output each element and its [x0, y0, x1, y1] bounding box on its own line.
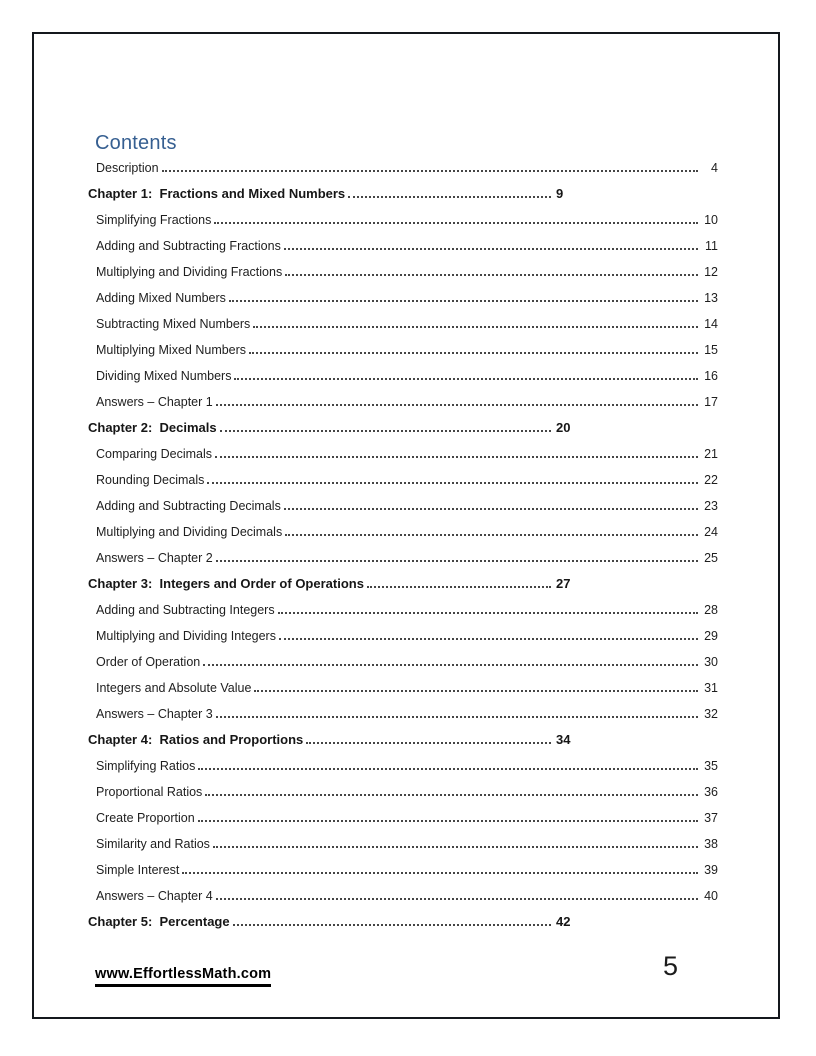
toc-dot-leader	[216, 716, 698, 718]
toc-entry[interactable]	[96, 312, 718, 338]
footer-page-number: 5	[663, 951, 679, 981]
toc-dot-leader	[182, 872, 698, 874]
toc-dot-leader	[279, 638, 698, 640]
toc-entry-page: 23	[704, 499, 718, 513]
toc-entry-label: Dividing Mixed Numbers	[96, 369, 232, 383]
toc-entry-page: 14	[704, 317, 718, 331]
toc-entry-label: Create Proportion	[96, 811, 195, 825]
toc-entry[interactable]	[88, 416, 580, 442]
toc-entry-label: Subtracting Mixed Numbers	[96, 317, 251, 331]
toc-entry-page: 40	[704, 889, 718, 903]
toc-entry[interactable]	[96, 858, 718, 884]
toc-entry[interactable]	[96, 234, 718, 260]
toc-entry-label: Chapter 5: Percentage	[88, 914, 230, 929]
toc-dot-leader	[306, 742, 551, 744]
toc-entry-page: 39	[704, 863, 718, 877]
toc-entry[interactable]	[96, 624, 718, 650]
toc-entry-page: 16	[704, 369, 718, 383]
toc-dot-leader	[285, 274, 698, 276]
toc-entry-label: Description	[96, 161, 159, 175]
toc-entry-label: Simplifying Ratios	[96, 759, 196, 773]
toc-entry-label: Answers – Chapter 1	[96, 395, 213, 409]
toc-entry[interactable]	[96, 520, 718, 546]
toc-dot-leader	[254, 690, 698, 692]
toc-entry[interactable]	[96, 806, 718, 832]
toc-entry-label: Adding and Subtracting Fractions	[96, 239, 281, 253]
toc-entry-page: 28	[704, 603, 718, 617]
toc-entry-page: 31	[704, 681, 718, 695]
toc-dot-leader	[207, 482, 698, 484]
toc-dot-leader	[213, 846, 698, 848]
toc-entry[interactable]	[96, 338, 718, 364]
toc-entry[interactable]	[96, 364, 718, 390]
toc-entry-label: Similarity and Ratios	[96, 837, 210, 851]
toc-entry-label: Adding and Subtracting Decimals	[96, 499, 281, 513]
toc-entry-label: Multiplying Mixed Numbers	[96, 343, 247, 357]
toc-entry-page: 10	[704, 213, 718, 227]
toc-entry[interactable]	[96, 468, 718, 494]
toc-entry-page: 12	[704, 265, 718, 279]
toc-dot-leader	[234, 378, 698, 380]
toc-entry-label: Chapter 3: Integers and Order of Operations	[88, 576, 364, 591]
toc-entry[interactable]	[96, 754, 718, 780]
toc-dot-leader	[198, 820, 698, 822]
toc-entry-page: 25	[704, 551, 718, 565]
toc-entry-page: 29	[704, 629, 718, 643]
toc-entry-page: 38	[704, 837, 718, 851]
toc-entry[interactable]	[96, 260, 718, 286]
toc-entry-page: 37	[704, 811, 718, 825]
toc-entry[interactable]	[96, 832, 718, 858]
page-title: Contents	[95, 132, 177, 154]
toc-entry-label: Adding and Subtracting Integers	[96, 603, 275, 617]
toc-list	[88, 156, 718, 936]
toc-entry-page: 11	[705, 239, 718, 253]
toc-entry-label: Multiplying and Dividing Integers	[96, 629, 276, 643]
toc-entry-page: 30	[704, 655, 718, 669]
toc-entry[interactable]	[88, 910, 580, 936]
toc-entry-page: 35	[704, 759, 718, 773]
toc-entry[interactable]	[88, 572, 580, 598]
toc-entry[interactable]	[96, 286, 718, 312]
toc-dot-leader	[215, 456, 698, 458]
toc-dot-leader	[216, 560, 698, 562]
toc-entry-page: 17	[704, 395, 718, 409]
toc-entry-label: Simple Interest	[96, 863, 180, 877]
toc-entry-label: Answers – Chapter 3	[96, 707, 213, 721]
toc-dot-leader	[285, 534, 698, 536]
toc-entry[interactable]	[96, 494, 718, 520]
toc-entry[interactable]	[96, 208, 718, 234]
toc-entry[interactable]	[96, 884, 718, 910]
toc-entry[interactable]	[96, 702, 718, 728]
toc-entry-label: Rounding Decimals	[96, 473, 205, 487]
toc-entry-label: Multiplying and Dividing Decimals	[96, 525, 283, 539]
toc-entry-page: 24	[704, 525, 718, 539]
toc-entry-page: 27	[556, 576, 571, 591]
toc-entry[interactable]	[96, 546, 718, 572]
toc-entry[interactable]	[88, 728, 580, 754]
toc-dot-leader	[214, 222, 698, 224]
toc-entry-page: 21	[704, 447, 718, 461]
toc-dot-leader	[205, 794, 698, 796]
footer-website-link[interactable]: www.EffortlessMath.com	[95, 966, 271, 987]
toc-dot-leader	[216, 404, 698, 406]
toc-dot-leader	[203, 664, 698, 666]
toc-dot-leader	[278, 612, 698, 614]
toc-entry[interactable]	[96, 442, 718, 468]
toc-entry-label: Proportional Ratios	[96, 785, 203, 799]
toc-dot-leader	[253, 326, 698, 328]
toc-entry-label: Integers and Absolute Value	[96, 681, 252, 695]
toc-entry-page: 36	[704, 785, 718, 799]
toc-dot-leader	[220, 430, 551, 432]
toc-dot-leader	[348, 196, 551, 198]
toc-entry-label: Answers – Chapter 2	[96, 551, 213, 565]
toc-entry[interactable]	[88, 182, 580, 208]
toc-entry-page: 32	[704, 707, 718, 721]
toc-entry-page: 42	[556, 914, 571, 929]
toc-dot-leader	[367, 586, 551, 588]
toc-dot-leader	[216, 898, 698, 900]
toc-entry-label: Chapter 4: Ratios and Proportions	[88, 732, 304, 747]
toc-entry[interactable]	[96, 598, 718, 624]
toc-entry-label: Answers – Chapter 4	[96, 889, 213, 903]
toc-entry-label: Comparing Decimals	[96, 447, 213, 461]
toc-entry[interactable]	[96, 390, 718, 416]
toc-entry-label: Chapter 1: Fractions and Mixed Numbers	[88, 186, 346, 201]
toc-dot-leader	[284, 508, 698, 510]
toc-entry-page: 9	[556, 186, 564, 201]
toc-entry-label: Simplifying Fractions	[96, 213, 212, 227]
toc-entry-page: 22	[704, 473, 718, 487]
toc-dot-leader	[233, 924, 551, 926]
toc-entry-label: Multiplying and Dividing Fractions	[96, 265, 283, 279]
toc-entry-page: 15	[704, 343, 718, 357]
toc-dot-leader	[249, 352, 698, 354]
toc-entry[interactable]	[96, 676, 718, 702]
toc-entry-page: 20	[556, 420, 571, 435]
toc-entry-page: 4	[711, 161, 718, 175]
toc-entry-label: Adding Mixed Numbers	[96, 291, 226, 305]
toc-entry-label: Order of Operation	[96, 655, 201, 669]
toc-entry[interactable]	[96, 650, 718, 676]
toc-entry-page: 34	[556, 732, 571, 747]
toc-dot-leader	[198, 768, 698, 770]
toc-entry-page: 13	[704, 291, 718, 305]
toc-dot-leader	[229, 300, 698, 302]
toc-entry-label: Chapter 2: Decimals	[88, 420, 217, 435]
toc-dot-leader	[162, 170, 698, 172]
toc-dot-leader	[284, 248, 698, 250]
toc-entry[interactable]	[96, 156, 718, 182]
toc-entry[interactable]	[96, 780, 718, 806]
